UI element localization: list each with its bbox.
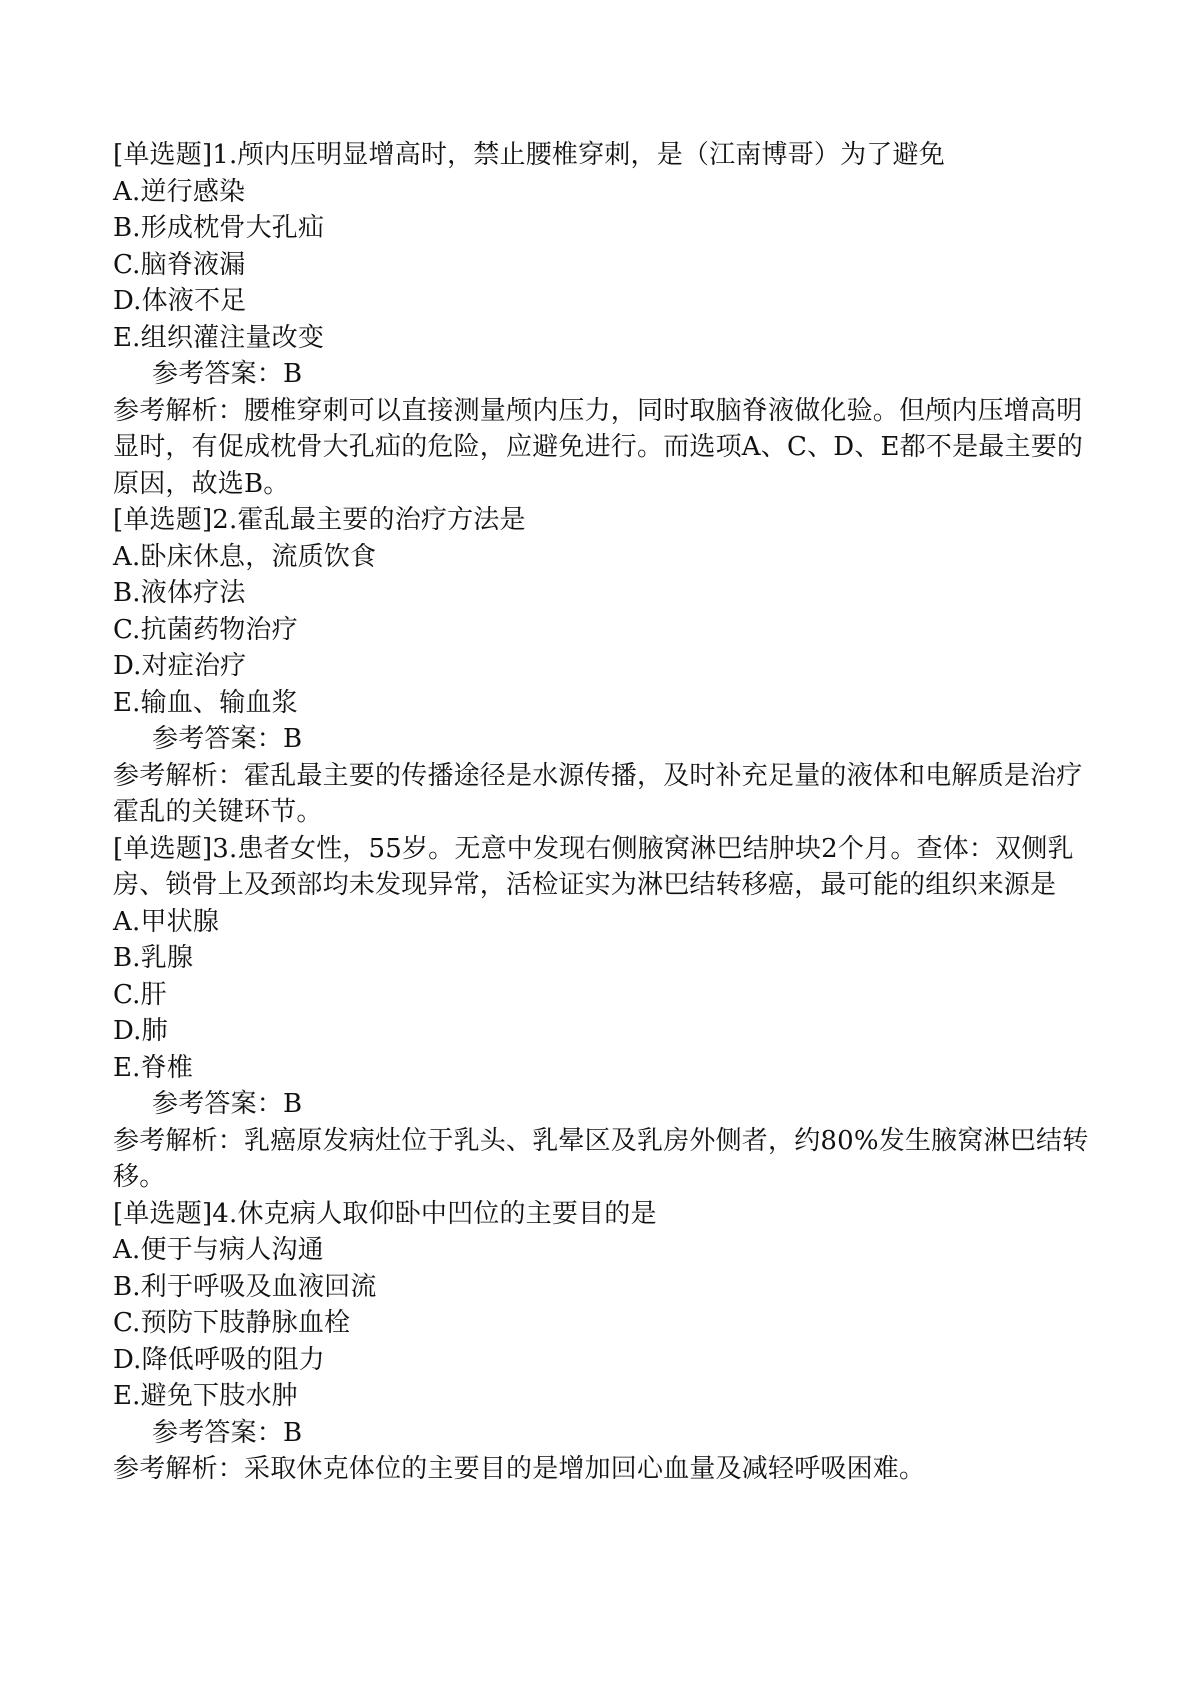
option-e: E.脊椎 — [113, 1052, 194, 1083]
question-stem: [单选题]4.休克病人取仰卧中凹位的主要目的是 — [113, 1198, 657, 1229]
option-e: E.组织灌注量改变 — [113, 322, 325, 353]
question-stem: [单选题]2.霍乱最主要的治疗方法是 — [113, 505, 526, 535]
option-b: B.乳腺 — [113, 943, 194, 973]
question-stem: [单选题]3.患者女性，55岁。无意中发现右侧腋窝淋巴结肿块2个月。查体：双侧乳房、锁骨上及颈部均未发现异常，活检证实为淋巴结转移癌，最可能的组织来源是 — [113, 833, 1074, 900]
question-block — [113, 502, 1103, 831]
option-c: C.肝 — [113, 979, 167, 1010]
option-a: A.卧床休息，流质饮食 — [113, 541, 377, 572]
option-b: B.形成枕骨大孔疝 — [113, 213, 325, 243]
option-b: B.液体疗法 — [113, 578, 246, 608]
option-a: A.逆行感染 — [113, 176, 246, 207]
reference-answer: 参考答案：B — [152, 359, 303, 389]
option-c: C.预防下肢静脉血栓 — [113, 1308, 351, 1338]
reference-explanation: 参考解析：腰椎穿刺可以直接测量颅内压力，同时取脑脊液做化验。但颅内压增高明显时，有促成枕骨大孔疝的危险，应避免进行。而选项A、C、D、E都不是最主要的原因，故选B。 — [113, 395, 1084, 499]
document-page — [113, 137, 1103, 1488]
question-block — [113, 1196, 1103, 1488]
option-d: D.对症治疗 — [113, 651, 247, 681]
option-d: D.降低呼吸的阻力 — [113, 1344, 325, 1375]
question-block — [113, 137, 1103, 502]
option-e: E.输血、输血浆 — [113, 687, 298, 718]
reference-explanation: 参考解析：采取休克体位的主要目的是增加回心血量及减轻呼吸困难。 — [113, 1454, 926, 1484]
reference-answer: 参考答案：B — [152, 1417, 303, 1448]
reference-answer: 参考答案：B — [152, 1089, 303, 1119]
option-b: B.利于呼吸及血液回流 — [113, 1271, 377, 1302]
option-d: D.肺 — [113, 1016, 168, 1046]
option-d: D.体液不足 — [113, 286, 247, 316]
reference-explanation: 参考解析：乳癌原发病灶位于乳头、乳晕区及乳房外侧者，约80%发生腋窝淋巴结转移。 — [113, 1125, 1089, 1192]
reference-answer: 参考答案：B — [152, 724, 303, 754]
option-c: C.抗菌药物治疗 — [113, 614, 298, 645]
question-stem: [单选题]1.颅内压明显增高时，禁止腰椎穿刺，是（江南博哥）为了避免 — [113, 140, 945, 170]
reference-explanation: 参考解析：霍乱最主要的传播途径是水源传播，及时补充足量的液体和电解质是治疗霍乱的关键环节。 — [113, 760, 1083, 827]
option-e: E.避免下肢水肿 — [113, 1381, 298, 1411]
option-a: A.甲状腺 — [113, 906, 220, 937]
option-a: A.便于与病人沟通 — [113, 1235, 324, 1265]
question-block — [113, 831, 1103, 1196]
option-c: C.脑脊液漏 — [113, 249, 246, 280]
